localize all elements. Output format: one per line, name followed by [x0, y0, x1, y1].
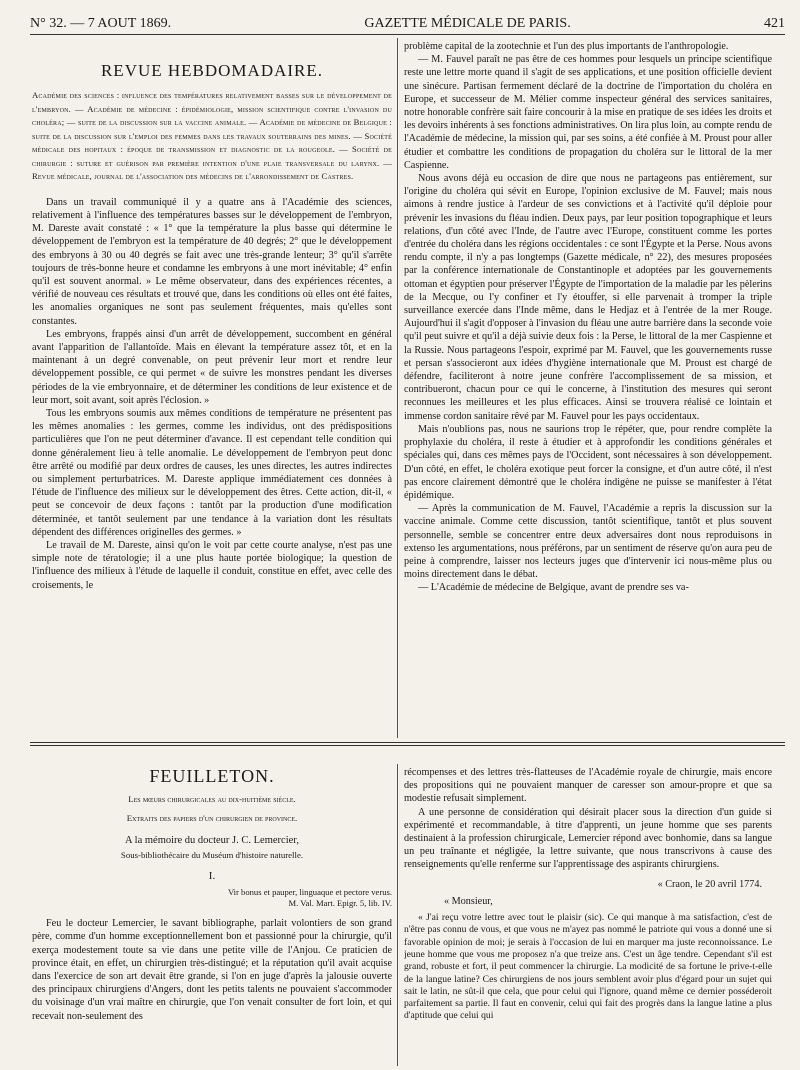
paragraph: — M. Fauvel paraît ne pas être de ces hommes pour lesquels un principe scientifique reste une lettre morte quand il s'agit de ses applications, et une position officielle devient une sinécure. Partisan fermement déclaré de la doctrine de l'importation du choléra en Europe, et successeur de M. Mélier comme inspecteur général des services sanitaires, notre honorable confrère sait faire concourir à la mise en pratique de ses idées les droits et les devoirs inhérents à ses fonctions administratives. On lira plus loin, au compte rendu de l'Académie de médecine, la mission qui, par ses soins, a été confiée à M. Proust pour aller étudier et combattre les conditions de propagation du choléra sur le littoral de la mer Caspienne. [404, 54, 772, 171]
review-right-column [404, 40, 772, 740]
epigraph-line: Vir bonus et pauper, linguaque et pectore verus. [227, 887, 392, 898]
page-header [30, 8, 785, 35]
paragraph: Dans un travail communiqué il y a quatre ans à l'Académie des sciences, relativement à l'influence des températures basses sur le développement de l'embryon, M. Dareste avait constaté : « 1° que la température la plus basse qui détermine le développement de l'embryon est la température de 40 degrés; 2° que le développement des embryons à 30 ou 40 degrés se fait avec une très-grande lenteur; 3° qu'il s'arrête toujours de très-bonne heure et condamne les embryons à une mort inévitable; 4° enfin qu'il est souvent anormal. » Le même observateur, dans des expériences récentes, a vérifié de nouveau ces résultats et trouvé que, dans les conditions où elles ont été faites, les anomalies organiques ne sont pas seulement fréquentes, mais qu'elles sont constantes. [32, 196, 392, 327]
feuilleton-series: Les mœurs chirurgicales au dix-huitième siècle. [128, 794, 296, 805]
dedication: A la mémoire du docteur J. C. Lemercier, [125, 834, 299, 846]
issue-number: N° 32. — 7 AOUT 1869. [30, 16, 172, 31]
section-number: I. [208, 870, 216, 883]
paragraph: Le travail de M. Dareste, ainsi qu'on le voit par cette courte analyse, n'est pas une simple note de tératologie; il a une plus haute portée biologique; la question de l'influence des milieux à l'étude de laquelle il conduit, constitue en effet, avec celle des croisements, le [32, 539, 392, 591]
feuilleton-title: FEUILLETON. [149, 766, 275, 786]
paragraph: — L'Académie de médecine de Belgique, avant de prendre ses va- [418, 582, 689, 594]
page-number: 421 [763, 16, 785, 31]
feuilleton-left-column [32, 766, 392, 1066]
epigraph-source: M. Val. Mart. Epigr. 5, lib. IV. [288, 898, 392, 909]
feuilleton-separator [30, 742, 785, 746]
journal-title: GAZETTE MÉDICALE DE PARIS. [364, 16, 571, 31]
letter-date: « Craon, le 20 avril 1774. [657, 878, 762, 890]
column-divider-bottom [397, 764, 398, 1066]
paragraph: Les embryons, frappés ainsi d'un arrêt de développement, succombent en général avant l'apparition de l'allantoïde. Mais en élevant la température assez tôt, et en la maintenant à un degré convenable, on peut prévenir leur mort et rendre leur développement possible, ce qui permet « de suivre les monstres pendant les diverses périodes de la vie embryonnaire, et de déterminer les conditions de leur existence et de leur mort, soit avant, soit après l'éclosion. » [32, 328, 392, 406]
paragraph: A une personne de considération qui désirait placer sous la direction d'un guide si expérimenté et recommandable, à titre d'apprenti, un jeune homme que ses parents destinaient à la profession chirurgicale, Lemercier répond avec bonhomie, dans sa langue un peu traînante et négligée, la lettre suivante, que nous transcrivons à cause des renseignements qu'elle renferme sur l'apprentissage des aspirants chirurgiens. [404, 806, 772, 871]
paragraph: Tous les embryons soumis aux mêmes conditions de température ne présentent pas les mêmes anomalies : les germes, comme les individus, ont des prédispositions particulières que l'on ne peut déterminer d'avance. Il est cependant telle condition qui donne généralement lieu à telle anomalie. Le développement de l'embryon peut donc être arrêté ou modifié par deux ordres de causes, les unes directes, les autres indirectes ou simplement perturbatrices. M. Dareste applique immédiatement ces données à l'étude de l'influence des milieux sur le développement des êtres. Cette action, dit-il, « peut se concevoir de deux façons : tantôt par la production d'une modification déterminée, et tantôt seulement par une tendance à la variation dont les résultats dépendent des différences originelles des germes. » [32, 407, 392, 538]
column-divider-top [397, 38, 398, 738]
feuilleton-subtitle: Extraits des papiers d'un chirurgien de province. [126, 813, 298, 824]
paragraph: Nous avons déjà eu occasion de dire que nous ne partageons pas entièrement, sur l'origine du choléra qui sévit en Europe, l'opinion exclusive de M. Fauvel; mais nous aimons à rendre justice à l'ardeur de ses convictions et à l'activité qu'il déploie pour prévenir les invasions du fléau indien. Deux pays, par leur position topographique et leurs relations, d'un côté avec l'Inde, de l'autre avec l'Europe, constituent comme les portes d'entrée du choléra dans les régions occidentales : ce sont l'Égypte et la Perse. Nous avons rendu compte, il n'y a pas longtemps (Gazette médicale, n° 22), des mesures proposées par la conférence internationale de Constantinople et adoptées par les gouvernements ottoman et égyptien pour préserver l'Égypte de l'importation de la maladie par les pèlerins de la Mecque, ou l'y confiner et l'y étouffer, si elle parvenait à tromper la triple surveillance exercée dans l'Inde même, dans le Hedjaz et à l'entrée de la mer Rouge. Aujourd'hui il s'agit d'opposer à l'invasion du fléau une autre barrière dans la seconde voie qu'il peut suivre et qu'il a déjà suivie deux fois : la Perse, le littoral de la mer Caspienne et la Russie. Nous partageons l'espoir, exprimé par M. Fauvel, que les gouvernements russe et persan s'associeront aux idées d'hygiène internationale que M. Proust est chargé de défendre, faciliteront à notre jeune confrère l'accomplissement de sa mission, et contribueront, chacun pour ce qui le concerne, à l'institution des mesures qui seront reconnues les meilleures et les plus efficaces. Ainsi se trouvera réalisé ce lointain et immense cordon sanitaire rêvé par M. Fauvel pour les pays occidentaux. [404, 173, 772, 422]
feuilleton-right-column [404, 766, 772, 1066]
paragraph: récompenses et des lettres très-flatteuses de l'Académie royale de chirurgie, mais encore des propositions qui ne pouvaient manquer de caresser son amour-propre et que sa modestie refusait simplement. [404, 767, 772, 805]
epigraph [32, 887, 392, 909]
letter-body: « J'ai reçu votre lettre avec tout le plaisir (sic). Ce qui manque à ma satisfaction, c'est de n'être pas connu de vous, et que vous ne m'ayez pas nommé le patriote qui vous a donné une si favorable opinion de moi; je serais à l'occasion de lui en marquer ma juste reconnoissance. Le jeune homme que vous me proposez n'a que treize ans. C'est un âge tendre. Cependant s'il est grand, robuste et fort, il peut commencer la chirurgie. La modicité de sa fortune le prive-t-elle de la langue latine? Ces chirurgiens de nos jours semblent avoir plus d'égard pour un sujet qui sait le latin, ne sût-il que cela, que pour celui qui l'ignore, quand même ce dernier posséderoit parfaitement sa partie. Il faut en convenir, celui qui fait des progrès dans la langue latine a plus d'aptitude que celui qui [404, 912, 772, 1022]
review-left-column [32, 40, 392, 740]
paragraph: problème capital de la zootechnie et l'un des plus importants de l'anthropologie. [404, 41, 729, 52]
paragraph: — Après la communication de M. Fauvel, l'Académie a repris la discussion sur la vaccine animale. Comme cette discussion, tantôt scientifique, tantôt et plus souvent personnelle, semble se concentrer entre deux adversaires dont nous reproduisons in extenso les argumentations, nous préférons, par un sentiment de réserve qu'on aura peu de peine à comprendre, laisser nos lecteurs juges que d'intervenir ici nous-même plus ou moins directement dans le débat. [404, 503, 772, 581]
letter-salutation: « Monsieur, [444, 895, 493, 907]
paragraph: Feu le docteur Lemercier, le savant bibliographe, parlait volontiers de son grand père, comme d'un homme exceptionnellement bon et passionné pour la chirurgie, qu'il exerça modestement toute sa vie dans une petite ville de l'Anjou. Ce praticien de province était, en effet, un chirurgien très-distingué; et la réputation qu'il avait acquise dans l'exercice de son art devait être grande, si l'on en juge d'après la jalousie ouverte des principaux chirurgiens d'Angers, dont les petits talents ne pouvaient s'accommoder du voisinage d'un vrai maître en chirurgie, que l'on venait consulter de fort loin, et qui recevait non-seulement des [32, 918, 392, 1022]
dedication-subline: Sous-bibliothécaire du Muséum d'histoire naturelle. [120, 849, 304, 860]
review-summary: Académie des sciences : influence des températures relativement basses sur le développement de l'embryon. — Académie de médecine : épidémiologie, mission scientifique contre l'invasion du choléra; — suite de la discussion sur la vaccine animale. — Académie de médecine de Belgique : suite de la discussion sur l'emploi des femmes dans les travaux souterrains des mines. — Société médicale des hopitaux : époque de transmission et diagnostic de la rougeole. — Société de chirurgie : suture et guérison par première intention d'une plaie transversale du larynx. — Revue médicale, journal de l'association des médecins de l'arrondissement de Castres. [32, 90, 392, 182]
paragraph: Mais n'oublions pas, nous ne saurions trop le répéter, que, pour rendre complète la prophylaxie du choléra, il reste à étudier et à approfondir les conditions générales et spéciales qui, dans ces mêmes pays de l'Occident, sont nécessaires à son développement. D'un côté, en effet, le choléra exotique peut forcer la consigne, et d'un autre côté, il n'est pas encore clairement démontré que le choléra indigène ne puisse se manifester à l'état épidémique. [404, 423, 772, 501]
review-title: REVUE HEBDOMADAIRE. [100, 61, 324, 80]
